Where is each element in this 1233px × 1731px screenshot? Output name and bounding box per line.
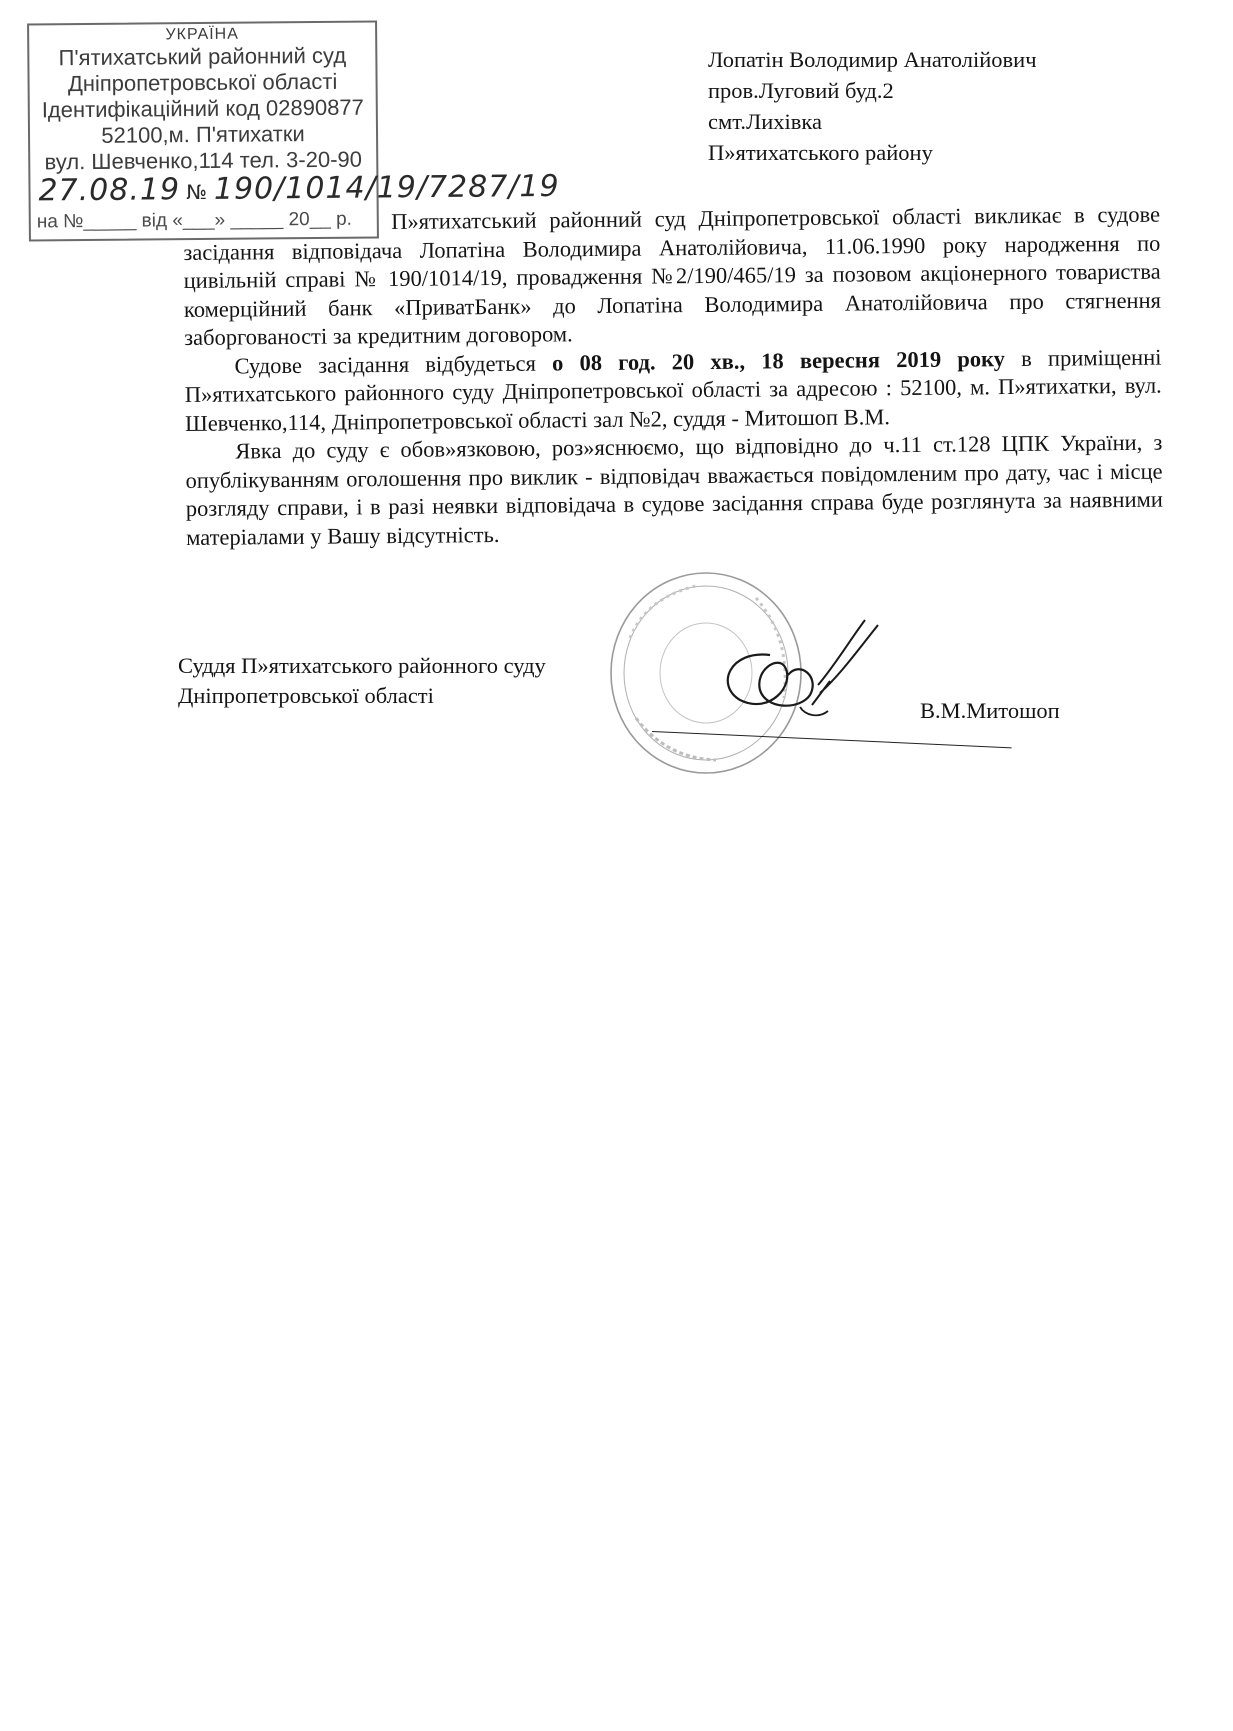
stamp-region: Дніпропетровської області [67, 68, 338, 97]
stamp-country: УКРАЇНА [165, 25, 239, 44]
addressee-district: П»ятихатського району [708, 140, 933, 165]
judge-name: В.М.Митошоп [920, 698, 1060, 723]
addressee-town: смт.Лихівка [708, 109, 822, 134]
judge-position-line1: Суддя П»ятихатського районного суду [178, 653, 546, 678]
hearing-intro: Судове засідання відбудеться [234, 349, 553, 379]
signature-title [178, 651, 546, 711]
stamp-handwritten-date: 27.08.19 [38, 172, 181, 209]
judge-signature [700, 615, 900, 735]
addressee-name: Лопатін Володимир Анатолійович [708, 47, 1037, 72]
summons-body [183, 201, 1163, 552]
stamp-number-label: № [186, 179, 209, 205]
stamp-id-code: Ідентифікаційний код 02890877 [41, 94, 364, 123]
paragraph-summons: П»ятихатський районний суд Дніпропетровської області викликає в судове засідання відповідача Лопатіна Володимира Анатолійовича, 11.06.1990 року народження по цивільній справі № 190/1014/19, провадження №2/190/465/19 за позовом акціонерного товариства комерційний банк «ПриватБанк» до Лопатіна Володимира Анатолійовича про стягнення заборгованості за кредитним договором. [183, 201, 1162, 350]
hearing-location: в приміщенні П»ятихатського районного суду Дніпропетровської області за адресою : 52100, м. П»ятихатки, вул. Шевченко,114, Дніпропетровської області зал №2, суддя - Митошоп В.М. [184, 344, 1162, 436]
stamp-handwritten-line [30, 168, 560, 209]
stamp-footer: на №_____ від «___» _____ 20__ р. [36, 208, 353, 233]
addressee-street: пров.Луговий буд.2 [708, 78, 894, 103]
addressee-block [708, 44, 1158, 168]
stamp-street-phone: вул. Шевченко,114 тел. 3-20-90 [44, 146, 363, 175]
paragraph-attendance: Явка до суду є обов»язковою, роз»яснюємо, що відповідно до ч.11 ст.128 ЦПК України, з опублікуванням оголошення про виклик - відповідач вважається повідомленим про дату, час і місце розгляду справи, і в разі неявки відповідача в судове засідання справа буде розглянута за наявними матеріалами у Вашу відсутність. [185, 429, 1163, 550]
stamp-court-name: П'ятихатський районний суд [58, 42, 347, 71]
judge-position-line2: Дніпропетровської області [178, 683, 434, 708]
paragraph-hearing [184, 343, 1162, 438]
stamp-handwritten-number: 190/1014/19/7287/19 [213, 168, 560, 207]
stamp-postal-address: 52100,м. П'ятихатки [101, 121, 305, 148]
hearing-datetime: о 08 год. 20 хв., 18 вересня 2019 року [551, 345, 1006, 375]
